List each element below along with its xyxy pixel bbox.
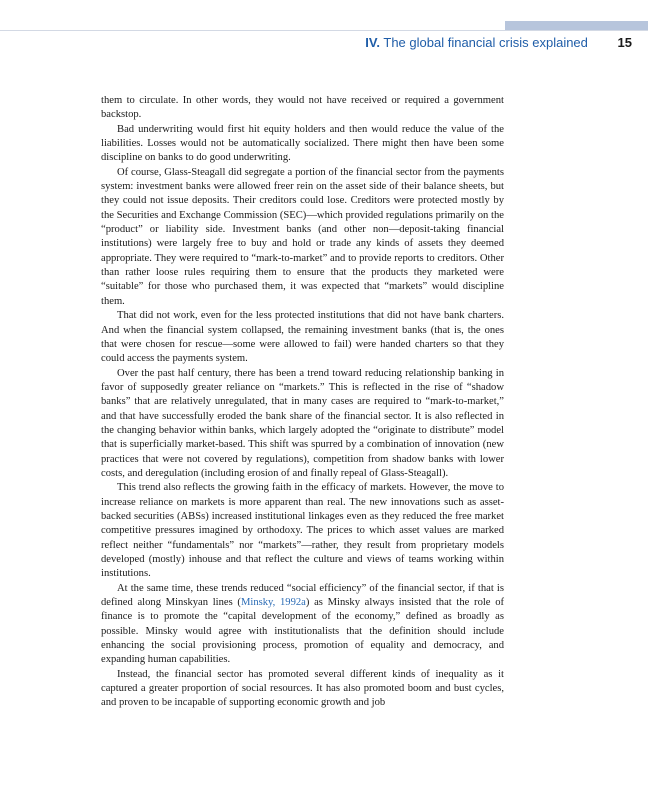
- section-numeral: IV.: [365, 35, 380, 50]
- paragraph-5: Over the past half century, there has been a trend toward reducing relationship banking in favor of supposedly greater reliance on “markets.” This is reflected in the rise of “shadow banks” that are relatively unregulated, that in many cases are required to “mark-to-market,” and that have successfully eroded the bank share of the financial sector. It is also reflected in the changing behavior within banks, which largely adopted the “originate to distribute” model that is superficially market-based. This shift was spurred by a combination of innovation (new practices that were not covered by regulations), competition from shadow banks with lower costs, and deregulation (including erosion of and finally repeal of Glass-Steagall).: [101, 367, 504, 479]
- citation-link[interactable]: Minsky, 1992a: [240, 597, 306, 609]
- paragraph-7: [101, 582, 504, 668]
- paragraph-4: That did not work, even for the less protected institutions that did not have bank charters. And when the financial system collapsed, the remaining investment banks (that is, the ones that were chosen for rescue—some were allowed to fail) were handed charters so that they could access the payments system.: [101, 310, 504, 365]
- paragraph-7-text-after: ) as Minsky always insisted that the role of finance is to promote the “capital development of the economy,” defined as broadly as possible. Minsky would agree with institutionalists that the definition should include enhancing the social provisioning process, promotion of equality and democracy, and expanding human capabilities.: [101, 597, 505, 666]
- paragraph-7-text-before: At the same time, these trends reduced “social efficiency” of the financial sector, if that is defined along Minskyan lines (: [101, 582, 504, 609]
- header-accent-bar: [505, 21, 648, 30]
- paragraph-2: Bad underwriting would first hit equity holders and then would reduce the value of the liabilities. Losses would not be automatically socialized. There might then have been some discipline on banks to do good underwriting.: [101, 123, 504, 164]
- paragraph-8: Instead, the financial sector has promoted several different kinds of inequality as it captured a greater proportion of social resources. It has also promoted boom and bust cycles, and proven to be incapable of supporting economic growth and job: [101, 668, 504, 709]
- paragraph-3: Of course, Glass-Steagall did segregate a portion of the financial sector from the payments system: investment banks were allowed freer rein on the asset side of their balance sheets, but they could not issue deposits. Their creditors could lose. Creditors were protected mostly by the Securities and Exchange Commission (SEC)—which provided regulations primarily on the “product” or liability side. Investment banks (and other non—deposit-taking financial institutions) were largely free to buy and hold or trade any kinds of assets they deemed appropriate. They were required to “mark-to-market” and to provide reports to creditors. Other than rather loose rules requiring them to ensure that the products they marketed were “suitable” for those who purchased them, it was expected that “markets” would discipline them.: [101, 166, 504, 307]
- header-rule: [0, 30, 648, 31]
- paragraph-1: them to circulate. In other words, they would not have received or required a government backstop.: [101, 95, 504, 121]
- paragraph-6: This trend also reflects the growing faith in the efficacy of markets. However, the move to increase reliance on markets is more apparent than real. The new innovations such as asset-backed securities (ABSs) increased institutional linkages even as they reduced the free market competitive pressures imagined by orthodoxy. The prices to which asset values are marked reflect neither “fundamentals” nor “markets”—rather, they result from proprietary models developed (mostly) inhouse and that reflect the culture and views of teams working within institutions.: [101, 482, 504, 580]
- page-number: 15: [617, 35, 632, 50]
- body-text: [101, 94, 504, 711]
- running-head: [365, 35, 632, 51]
- section-title: The global financial crisis explained: [383, 35, 588, 50]
